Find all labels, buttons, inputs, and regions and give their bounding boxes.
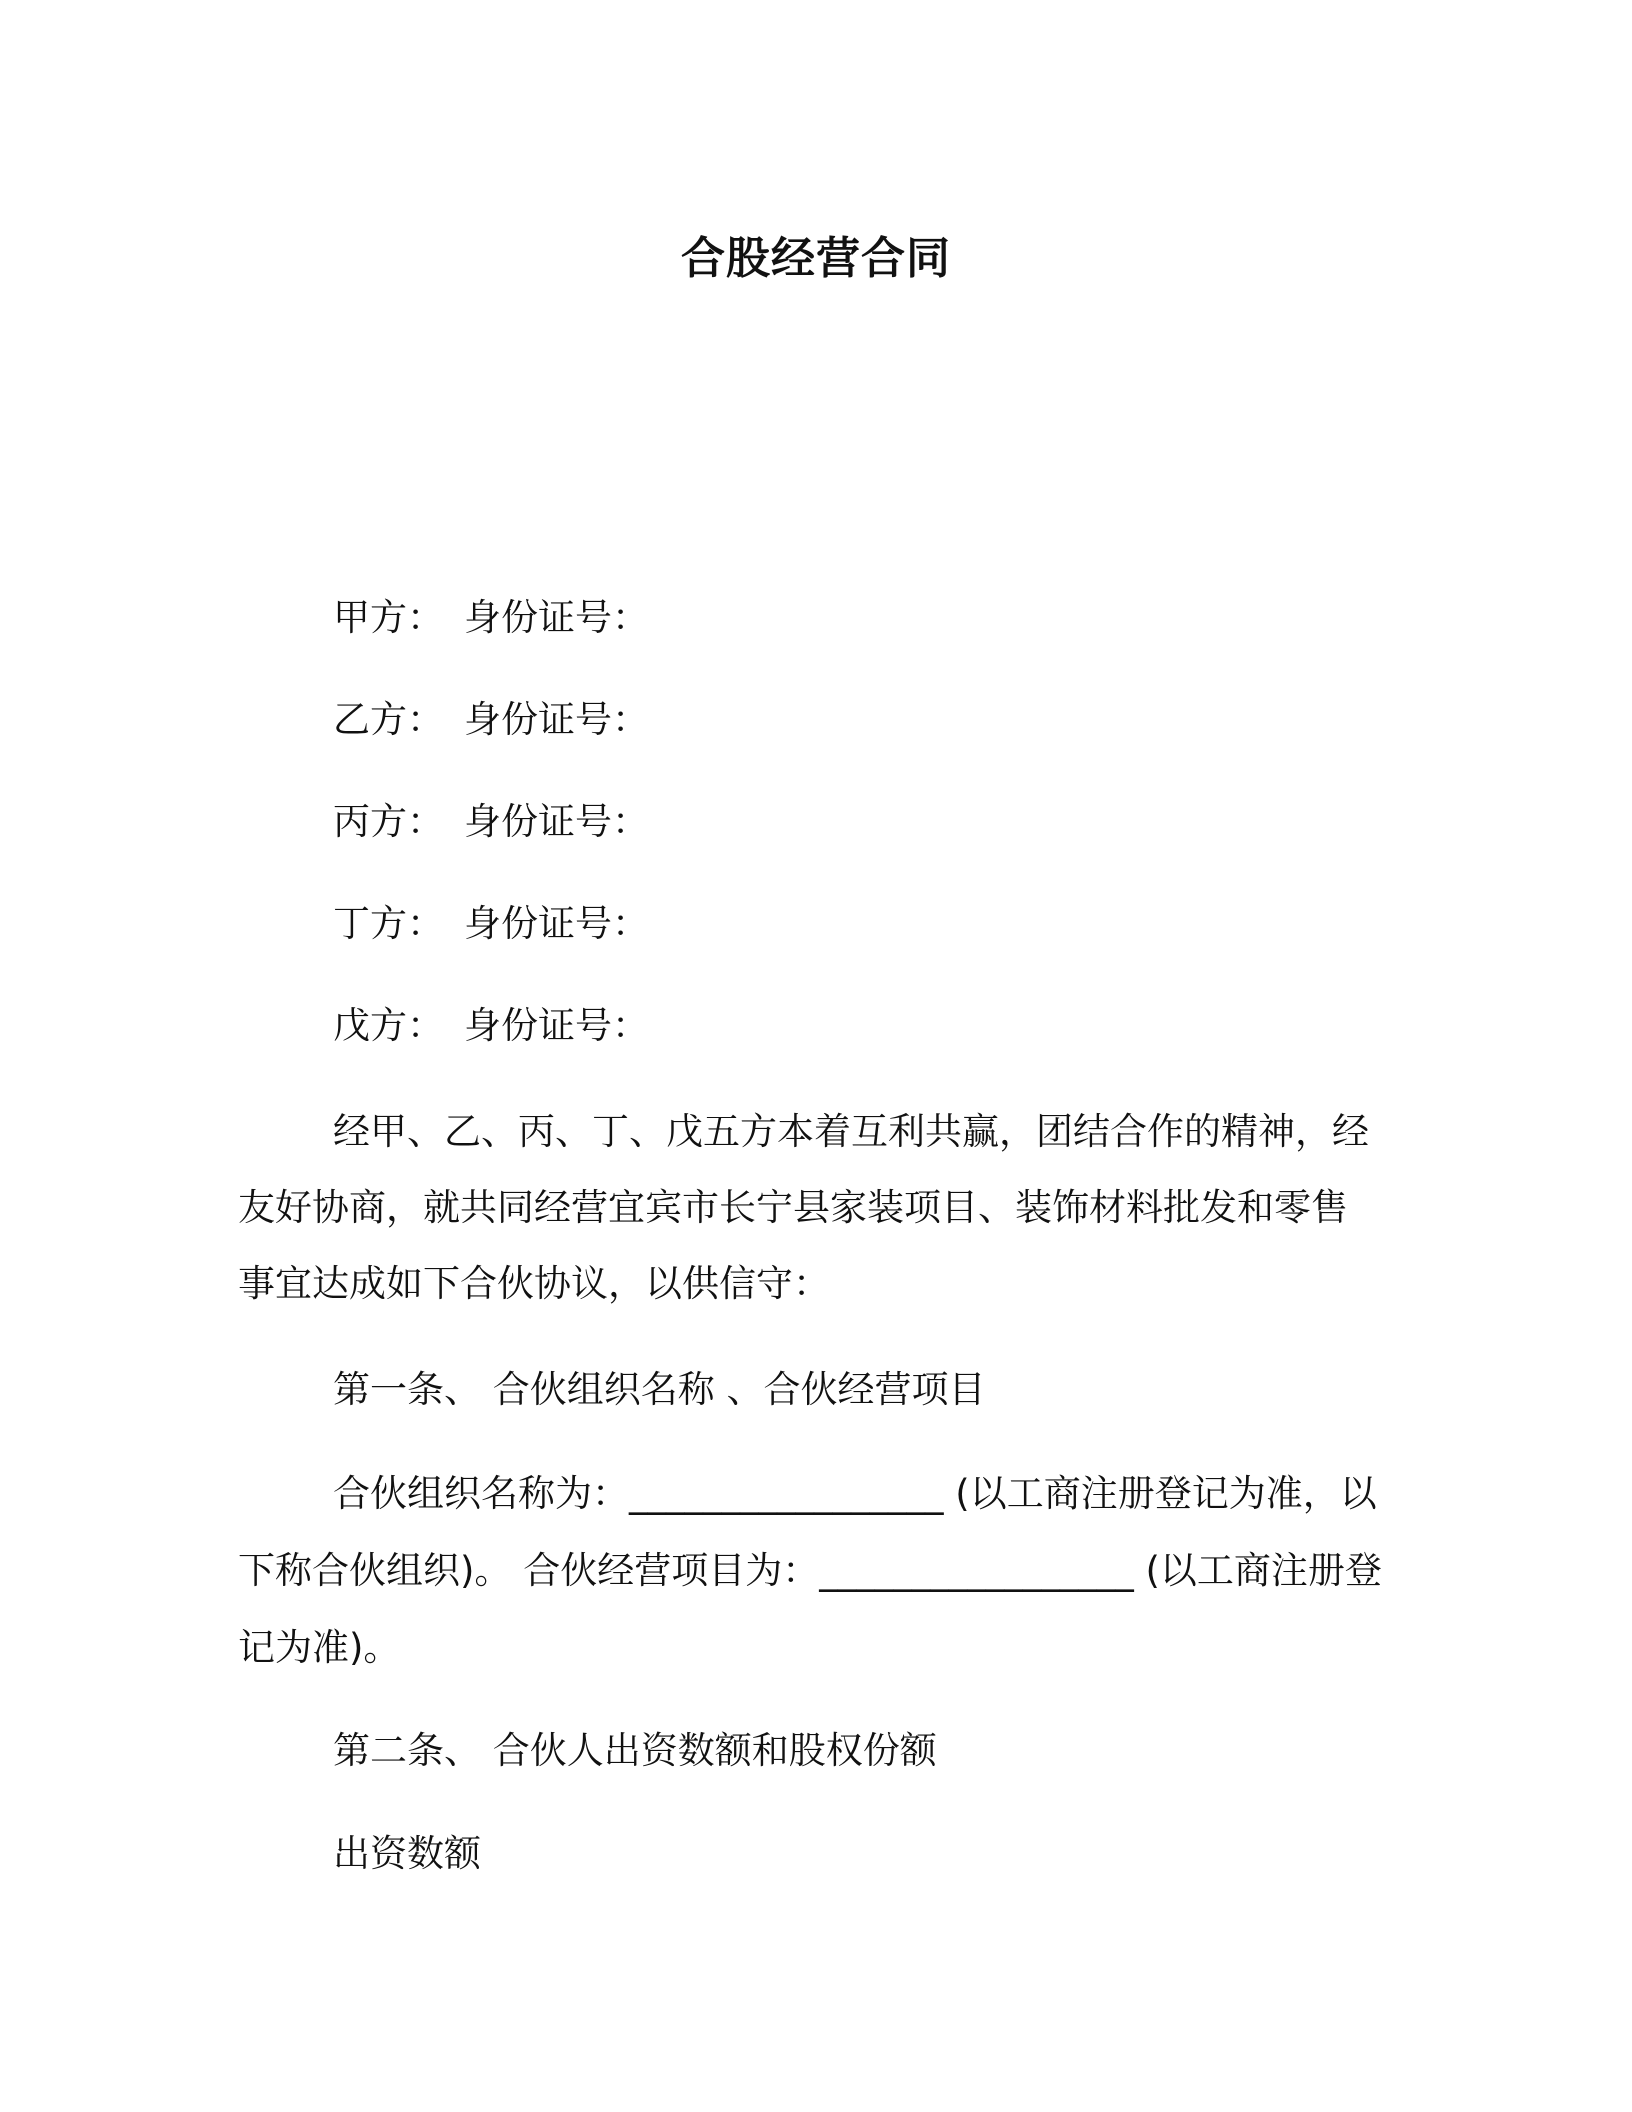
article-2-heading: 第二条、 合伙人出资数额和股权份额	[333, 1729, 937, 1772]
article-1-line-3: 记为准)。	[238, 1626, 401, 1669]
article-1-line-1: 合伙组织名称为：_________________ (以工商注册登记为准，以	[333, 1472, 1377, 1515]
preamble-line-1: 经甲、乙、丙、丁、戊五方本着互利共赢，团结合作的精神，经	[333, 1110, 1369, 1153]
article-1-line-2: 下称合伙组织)。 合伙经营项目为：_________________ (以工商注册登	[238, 1549, 1382, 1592]
party-b-id-label: 身份证号：	[464, 698, 649, 741]
party-d-line	[333, 898, 649, 950]
party-a-label: 甲方：	[333, 596, 444, 639]
preamble-line-2: 友好协商，就共同经营宜宾市长宁县家装项目、装饰材料批发和零售	[238, 1186, 1348, 1229]
party-b-line	[333, 694, 649, 746]
party-c-line	[333, 796, 649, 848]
party-a-line	[333, 592, 649, 644]
party-e-id-label: 身份证号：	[464, 1004, 649, 1047]
party-d-id-label: 身份证号：	[464, 902, 649, 945]
party-b-label: 乙方：	[333, 698, 444, 741]
party-d-label: 丁方：	[333, 902, 444, 945]
party-c-id-label: 身份证号：	[464, 800, 649, 843]
party-c-label: 丙方：	[333, 800, 444, 843]
document-title: 合股经营合同	[681, 233, 951, 284]
party-e-line	[333, 1000, 649, 1052]
preamble-line-3: 事宜达成如下合伙协议，以供信守：	[238, 1262, 830, 1305]
article-2-subheading: 出资数额	[333, 1832, 481, 1875]
article-1-heading: 第一条、 合伙组织名称 、合伙经营项目	[333, 1368, 986, 1411]
party-a-id-label: 身份证号：	[464, 596, 649, 639]
party-e-label: 戊方：	[333, 1004, 444, 1047]
